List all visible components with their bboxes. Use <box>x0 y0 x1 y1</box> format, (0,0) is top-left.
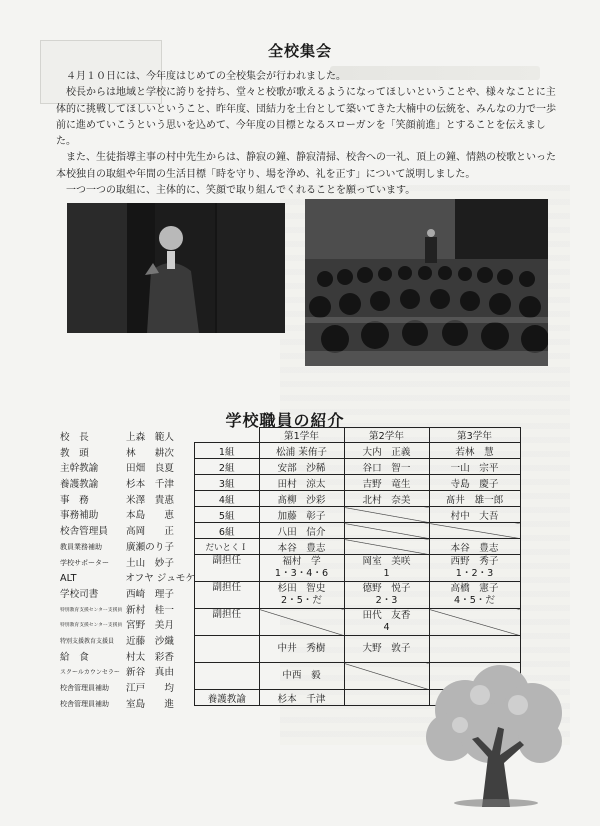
staff-role: 校舎管理員補助 <box>60 699 109 708</box>
class-numbers: 2・3 <box>375 595 398 606</box>
staff-row <box>60 634 195 650</box>
staff-name: 室島 進 <box>126 698 174 710</box>
staff-row <box>60 618 195 634</box>
paragraph: ４月１０日には、今年度はじめての全校集会が行われました。 <box>66 71 346 82</box>
staff-role: 給 食 <box>60 651 89 663</box>
teacher-cell: 一山 宗平 <box>429 459 520 475</box>
teacher-name: 杉田 智史 <box>277 583 326 594</box>
staff-role: 学校サポーター <box>60 558 109 567</box>
teacher-cell: 寺島 慶子 <box>429 475 520 491</box>
sub-homeroom-label: 副担任 <box>195 582 260 609</box>
table-corner <box>195 428 260 443</box>
staff-row <box>60 697 195 713</box>
teacher-cell <box>344 609 429 636</box>
staff-row <box>60 524 195 540</box>
teacher-cell: 若林 慧 <box>429 443 520 459</box>
staff-row <box>60 556 195 572</box>
teacher-cell <box>344 582 429 609</box>
staff-name: 近藤 沙織 <box>126 635 174 647</box>
staff-role: 特別教育支援センター支援員 <box>60 623 123 629</box>
teacher-cell: 大内 正義 <box>344 443 429 459</box>
teacher-cell: 杉本 千津 <box>259 690 344 706</box>
staff-role: 教員業務補助 <box>60 542 102 551</box>
staff-role: ALT <box>60 573 77 585</box>
staff-name: 杉本 千津 <box>126 479 174 491</box>
teacher-cell: 吉野 竜生 <box>344 475 429 491</box>
table-row <box>195 636 521 663</box>
teacher-cell <box>429 582 520 609</box>
paragraph: 一つ一つの取組に、主体的に、笑顔で取り組んでくれることを願っています。 <box>66 185 416 197</box>
staff-row <box>60 430 195 446</box>
staff-role: 学校司書 <box>60 588 99 600</box>
table-row <box>195 539 521 555</box>
staff-row <box>60 493 195 509</box>
teacher-cell <box>259 582 344 609</box>
empty-cell <box>429 523 520 539</box>
staff-name: 米澤 貴惠 <box>126 494 174 506</box>
teacher-name: 德野 悦子 <box>362 583 411 594</box>
blank-label <box>195 636 260 663</box>
staff-row <box>60 665 195 681</box>
blank-cell <box>344 690 429 706</box>
paragraph: また、生徒指導主事の村中先生からは、静寂の鐘、静寂清掃、校舎への一礼、頂上の鐘、情熱の校歌といった本校独自の取組や年間の生活目標「時を守り、場を浄め、礼を正す」について説明しました。 <box>56 152 556 180</box>
teacher-name: 高橋 憲子 <box>450 583 499 594</box>
class-label: 4組 <box>195 491 260 507</box>
staff-role: 校舎管理員補助 <box>60 684 109 692</box>
staff-name: 本島 恵 <box>126 510 174 522</box>
staff-name: 江戸 均 <box>126 683 174 694</box>
staff-name: 新村 桂一 <box>126 604 174 616</box>
teacher-cell: 田村 涼太 <box>259 475 344 491</box>
photo-students-assembly <box>305 199 548 366</box>
tree-illustration <box>420 665 570 807</box>
header-grade3: 第3学年 <box>429 428 520 443</box>
table-row <box>195 523 521 539</box>
table-row <box>195 507 521 523</box>
class-numbers: 4・5・だ <box>454 595 495 606</box>
staff-list <box>60 430 195 712</box>
empty-cell <box>344 539 429 555</box>
teacher-cell: 村中 大吾 <box>429 507 520 523</box>
class-label: 3組 <box>195 475 260 491</box>
table-row <box>195 475 521 491</box>
section-title-assembly: 全校集会 <box>267 42 332 60</box>
class-label: 5組 <box>195 507 260 523</box>
table-row <box>195 582 521 609</box>
empty-cell <box>429 609 520 636</box>
teacher-cell: 八田 信介 <box>259 523 344 539</box>
blank-label <box>195 663 260 690</box>
empty-cell <box>344 663 429 690</box>
teacher-cell: 加藤 彰子 <box>259 507 344 523</box>
class-label: 1組 <box>195 443 260 459</box>
staff-row <box>60 681 195 697</box>
teacher-cell <box>344 555 429 582</box>
teacher-cell: 髙柳 沙彩 <box>259 491 344 507</box>
teacher-name: 西野 秀子 <box>450 556 499 567</box>
teacher-name: 田代 友香 <box>362 610 411 621</box>
staff-name: 廣瀬のり子 <box>126 541 174 553</box>
empty-cell <box>344 507 429 523</box>
sub-homeroom-label: 副担任 <box>195 555 260 582</box>
staff-role: 事 務 <box>60 494 89 506</box>
header-grade1: 第1学年 <box>259 428 344 443</box>
teacher-name: 福村 学 <box>282 556 321 567</box>
staff-row <box>60 540 195 556</box>
staff-row <box>60 603 195 619</box>
staff-row <box>60 446 195 462</box>
blank-cell <box>429 636 520 663</box>
staff-name: 高岡 正 <box>126 526 174 538</box>
staff-name: 田畑 良夏 <box>126 463 174 475</box>
nurse-label: 養護教諭 <box>195 690 260 706</box>
staff-role: 校 長 <box>60 432 89 443</box>
sub-homeroom-label: 副担任 <box>195 609 260 636</box>
staff-name: 村太 彩香 <box>126 651 174 663</box>
staff-name: 宮野 美月 <box>126 620 174 632</box>
staff-row <box>60 508 195 524</box>
class-numbers: 1・3・4・6 <box>274 568 329 579</box>
header-grade2: 第2学年 <box>344 428 429 443</box>
staff-name: 土山 妙子 <box>126 557 174 569</box>
teacher-cell <box>259 555 344 582</box>
class-numbers: 2・5・だ <box>281 595 322 606</box>
teacher-cell: 中西 毅 <box>259 663 344 690</box>
staff-role: 特別支援教育支援員 <box>60 637 115 645</box>
empty-cell <box>259 609 344 636</box>
staff-role: 校舎管理員 <box>60 526 108 538</box>
assembly-article <box>56 69 556 199</box>
table-header-row <box>195 428 521 443</box>
class-numbers: 4 <box>383 622 390 633</box>
empty-cell <box>344 523 429 539</box>
staff-role: 事務補助 <box>60 510 99 522</box>
paragraph: 校長からは地域と学校に誇りを持ち、堂々と校歌が歌えるようになってほしいということや、様々なことに主体的に挑戦してほしいということ、昨年度、団結力を土台として築いてきた大楠中の伝統を、みんなの力で一歩前に進めていこうという思いを込めて、今年度の目標となるスローガンを「笑顔前進」とすることを伝えました。 <box>56 87 556 148</box>
staff-role: 養護教諭 <box>60 479 99 491</box>
staff-role: スクールカウンセラー <box>60 669 120 677</box>
teacher-cell: 本谷 豊志 <box>429 539 520 555</box>
class-numbers: 1 <box>383 568 390 579</box>
teacher-cell <box>429 555 520 582</box>
staff-name: 西崎 理子 <box>126 588 174 600</box>
teacher-cell: 谷口 智一 <box>344 459 429 475</box>
class-label: 6組 <box>195 523 260 539</box>
class-numbers: 1・2・3 <box>455 568 494 579</box>
teacher-cell: 北村 奈美 <box>344 491 429 507</box>
teacher-cell: 大野 敦子 <box>344 636 429 663</box>
staff-name: オフヤ ジュモケ <box>125 573 195 585</box>
teacher-cell: 安部 沙稀 <box>259 459 344 475</box>
table-row <box>195 609 521 636</box>
teacher-cell: 松浦 茉侑子 <box>259 443 344 459</box>
staff-row <box>60 650 195 666</box>
teacher-cell: 本谷 豊志 <box>259 539 344 555</box>
staff-name: 新谷 真由 <box>126 667 174 679</box>
teacher-cell: 中井 秀樹 <box>259 636 344 663</box>
staff-row <box>60 587 195 603</box>
staff-row <box>60 477 195 493</box>
staff-row <box>60 571 195 587</box>
table-row <box>195 491 521 507</box>
table-row <box>195 555 521 582</box>
section-title-staff: 学校職員の紹介 <box>225 411 345 430</box>
staff-role: 特別教育支援センター支援員 <box>60 607 123 613</box>
teacher-cell: 髙井 雄一郎 <box>429 491 520 507</box>
staff-name: 上森 範人 <box>126 432 174 443</box>
teacher-name: 岡室 美咲 <box>362 556 411 567</box>
table-row <box>195 459 521 475</box>
photo-principal-speech <box>67 203 285 333</box>
staff-role: 教 頭 <box>60 447 89 459</box>
class-label: 2組 <box>195 459 260 475</box>
class-label: だいとくＩ <box>195 539 260 555</box>
staff-name: 林 耕次 <box>126 447 174 459</box>
staff-role: 主幹教諭 <box>60 463 99 475</box>
staff-row <box>60 461 195 477</box>
table-row <box>195 443 521 459</box>
